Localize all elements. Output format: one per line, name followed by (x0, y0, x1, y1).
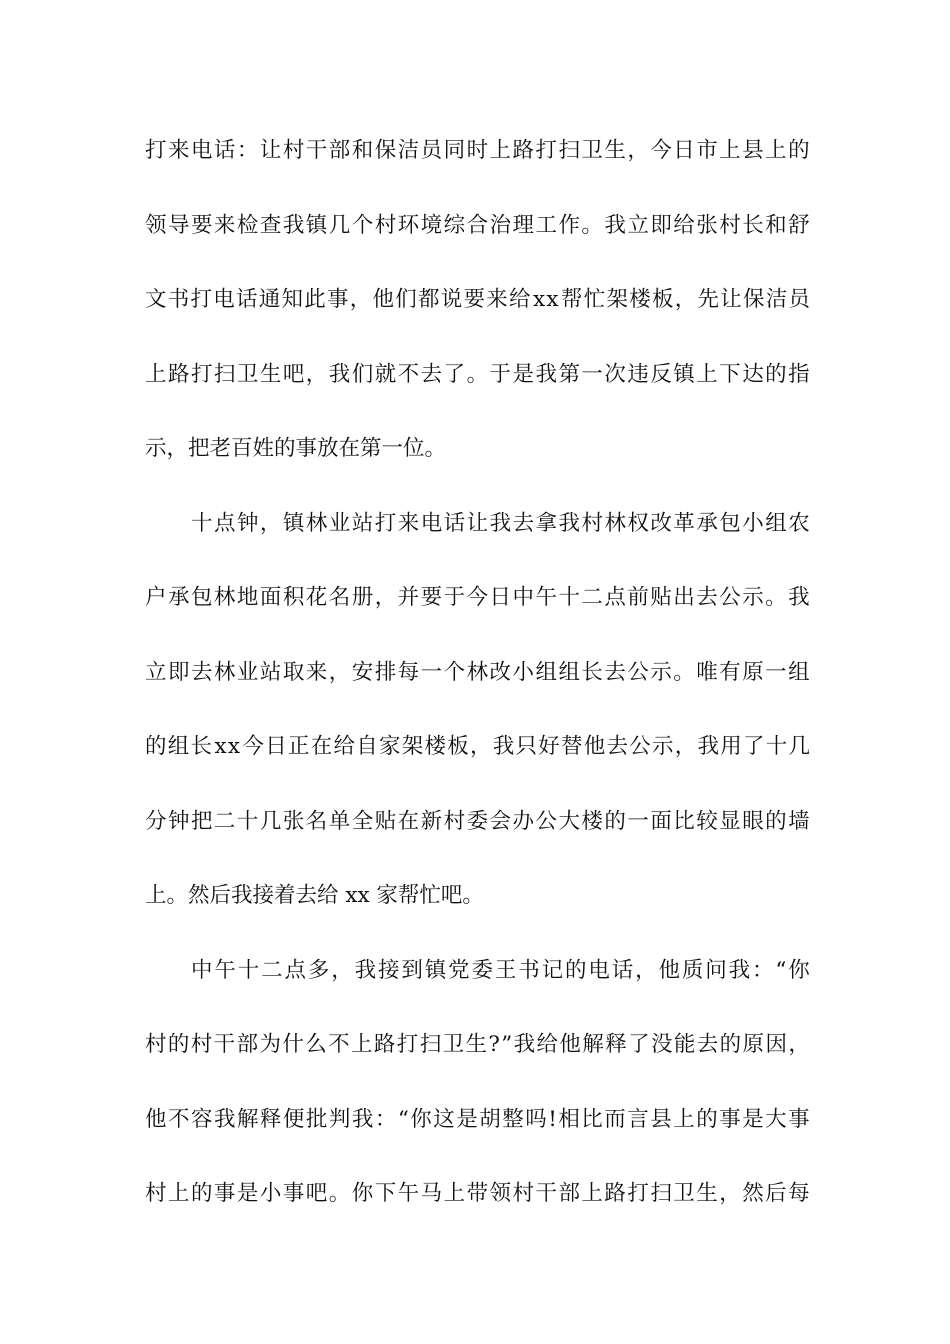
paragraph-first-line: 十 点 钟 ， 镇 林 业 站 打 来 电 话 让 我 去 拿 我 村 林 权 改 革 承 包 小 组 农 (191, 510, 810, 536)
text-line: 户 承 包 林 地 面 积 花 名 册 ， 并 要 于 今 日 中 午 十 二 点 前 贴 出 去 公 示 。 我 (145, 585, 810, 610)
text-line: 上 路 打 扫 卫 生 吧 ， 我 们 就 不 去 了 。 于 是 我 第 一 次 违 反 镇 上 下 达 的 指 (145, 361, 810, 387)
text-line: 文 书 打 电 话 通 知 此 事 ， 他 们 都 说 要 来 给 x x 帮 忙 架 楼 板 ， 先 让 保 洁 员 (145, 287, 810, 312)
text-line: 领 导 要 来 检 查 我 镇 几 个 村 环 境 综 合 治 理 工 作 。 我 立 即 给 张 村 长 和 舒 (145, 212, 810, 238)
text-line: 分 钟 把 二 十 几 张 名 单 全 贴 在 新 村 委 会 办 公 大 楼 的 一 面 比 较 显 眼 的 墙 (145, 808, 810, 834)
text-line: 村 上 的 事 是 小 事 吧 。 你 下 午 马 上 带 领 村 干 部 上 路 打 扫 卫 生 ， 然 后 每 (145, 1181, 810, 1206)
document-body (145, 127, 810, 1245)
text-line: 示，把老百姓的事放在第一位。 (145, 436, 447, 461)
text-line: 立 即 去 林 业 站 取 来 ， 安 排 每 一 个 林 改 小 组 组 长 去 公 示 。 唯 有 原 一 组 (145, 659, 810, 685)
paragraph-first-line: 中 午 十 二 点 多 ， 我 接 到 镇 党 委 王 书 记 的 电 话 ， 他 质 问 我 ： “ 你 (191, 957, 810, 983)
text-line: 上。然后我接着去给 xx 家帮忙吧。 (145, 883, 484, 908)
text-line: 他 不 容 我 解 释 便 批 判 我 ： “ 你 这 是 胡 整 吗 ! 相 比 而 言 县 上 的 事 是 大 事 (145, 1106, 810, 1132)
text-line: 打 来 电 话 ： 让 村 干 部 和 保 洁 员 同 时 上 路 打 扫 卫 生 ， 今 日 市 上 县 上 的 (145, 138, 810, 163)
text-line: 的 组 长 x x 今 日 正 在 给 自 家 架 楼 板 ， 我 只 好 替 他 去 公 示 ， 我 用 了 十 几 (145, 734, 810, 759)
text-line: 村 的 村 干 部 为 什 么 不 上 路 打 扫 卫 生 ? ” 我 给 他 解 释 了 没 能 去 的 原 因 ， (145, 1032, 810, 1057)
